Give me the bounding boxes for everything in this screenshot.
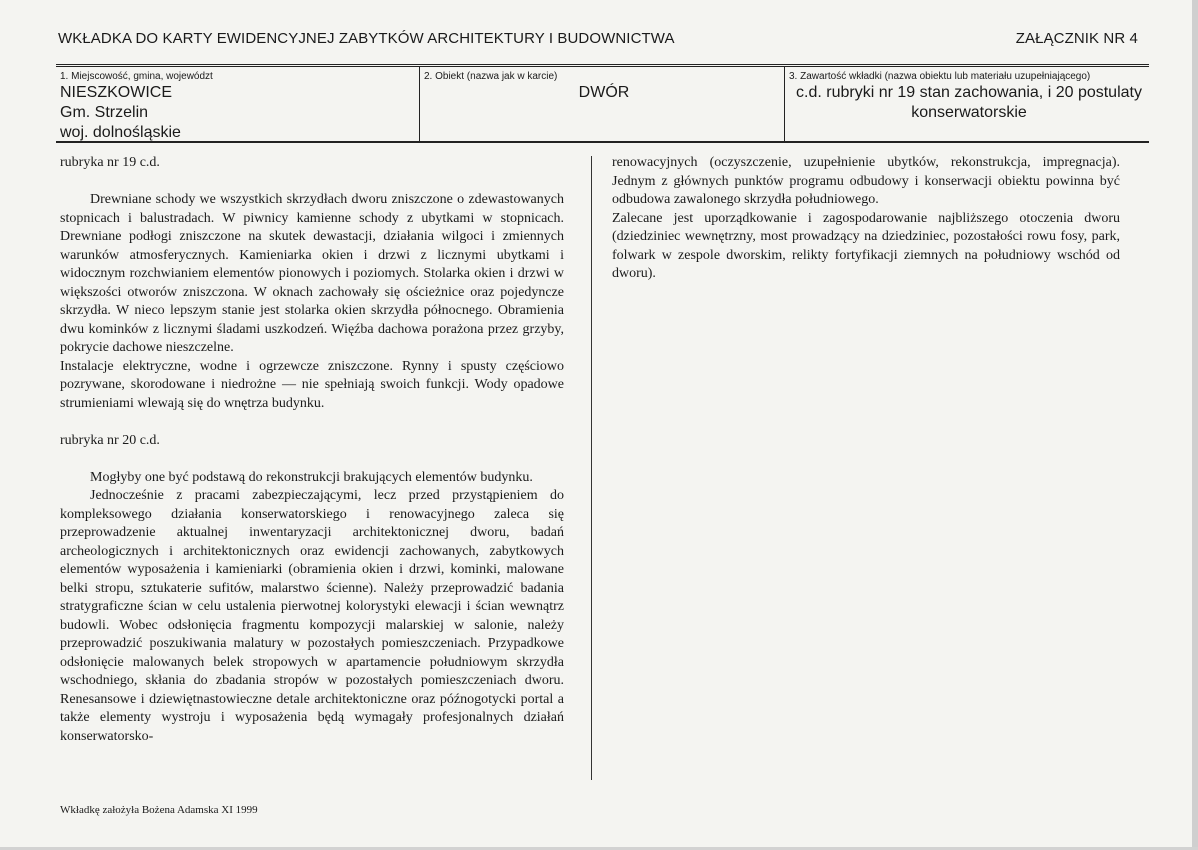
paragraph-19-condition: Drewniane schody we wszystkich skrzydłach dworu zniszczone o zdewastowanych stopnicach i balustradach. W piwnicy kamienne schody z ubytkami w stopnicach. Drewniane podłogi zniszczone na skutek dewastacji, działania wilgoci i zmiennych warunków atmosferycznych. Kamieniarka okien i drzwi z licznymi ubytkami i widocznym rozchwianiem elementów pionowych i poziomych. Stolarka okien i drzwi w większości otworów zniszczona. W oknach zachowały się ościeżnice oraz pojedyncze skrzydła. W nieco lepszym stanie jest stolarka okien skrzydła północnego. Obramienia dwu kominków z licznymi śladami uszkodzeń. Więźba dachowa porażona przez grzyby, pokrycie dachowe nieszczelne. [60, 192, 564, 355]
locality-cell [56, 67, 419, 141]
sheet-title: WKŁADKA DO KARTY EWIDENCYJNEJ ZABYTKÓW ARCHITEKTURY I BUDOWNICTWA [58, 30, 675, 47]
author-note: Wkładkę założyła Bożena Adamska XI 1999 [60, 804, 258, 816]
left-text-column [60, 154, 564, 746]
heading-section-20: rubryka nr 20 c.d. [60, 432, 160, 448]
content-line-1: c.d. rubryki nr 19 stan zachowania, i 20 postulaty [796, 84, 1142, 101]
locality-commune: Gm. Strzelin [60, 104, 149, 121]
paragraph-20-recommendations: Jednocześnie z pracami zabezpieczającymi, lecz przed przystąpieniem do kompleksowego działania konserwatorskiego i renowacyjnego zaleca się przeprowadzenie aktualnej inwentaryzacji architektonicznej dworu, badań archeologicznych i architektonicznych oraz ewidencji zachowanych, zabytkowych elementów wyposażenia i kamieniarki (obramienia okien i drzwi, kominki, malowane belki stropu, sztukaterie sufitów, malarstwo ścienne). Należy przeprowadzić badania stratygraficzne ścian w celu ustalenia pierwotnej kolorystyki elewacji i ścian wewnątrz budowli. Wobec odsłonięcia fragmentu kompozycji malarskiej w salonie, należy przeprowadzić poszukiwania malatury w pozostałych pomieszczeniach. Przypadkowe odsłonięcie malowanych belek stropowych w apartamencie południowym skrzydła wschodniego, skłania do zbadania stropów w pozostałych pomieszczeniach dworu. Renesansowe i dziewiętnastowieczne detale architektoniczne oraz późnogotycki portal a także elementy wystroju i wyposażenia będą wymagały profesjonalnych działań konserwatorsko- [60, 488, 564, 744]
content-line-2: konserwatorskie [911, 104, 1027, 121]
object-label: 2. Obiekt (nazwa jak w karcie) [424, 71, 558, 82]
sheet-header [58, 30, 1138, 54]
object-value: DWÓR [578, 84, 630, 101]
object-cell [419, 67, 785, 141]
paragraph-surroundings: Zalecane jest uporządkowanie i zagospodarowanie najbliższego otoczenia dworu (dziedziniec wewnętrzny, most prowadzący na dziedziniec, pozostałości rowu fosy, park, folwark w zespole dworskim, relikty fortyfikacji ziemnych na południowy wschód od dworu). [612, 210, 1120, 281]
annex-label: ZAŁĄCZNIK NR 4 [1015, 30, 1138, 47]
info-table [56, 64, 1149, 143]
paragraph-renovation: renowacyjnych (oczyszczenie, uzupełnienie ubytków, rekonstrukcja, impregnacja). Jednym z głównych punktów programu odbudowy i konserwacji obiektu powinna być odbudowa zawalonego skrzydła południowego. [612, 155, 1120, 207]
paragraph-20-basis: Mogłyby one być podstawą do rekonstrukcji brakujących elementów budynku. [90, 469, 533, 485]
paragraph-19-installations: Instalacje elektryczne, wodne i ogrzewcze zniszczone. Rynny i spusty częściowo pozrywane, skorodowane i niedrożne — nie spełniają swoich funkcji. Wody opadowe strumieniami wlewają się do wnętrza budynku. [60, 358, 564, 411]
column-divider [591, 156, 592, 780]
locality-name: NIESZKOWICE [60, 84, 173, 101]
locality-voivodeship: woj. dolnośląskie [60, 124, 181, 141]
right-text-column [612, 154, 1120, 284]
content-label: 3. Zawartość wkładki (nazwa obiektu lub materiału uzupełniającego) [789, 71, 1091, 82]
locality-label: 1. Miejscowość, gmina, województ [60, 71, 213, 82]
content-cell [785, 67, 1149, 141]
heading-section-19: rubryka nr 19 c.d. [60, 155, 160, 170]
page-edge [1192, 0, 1198, 850]
